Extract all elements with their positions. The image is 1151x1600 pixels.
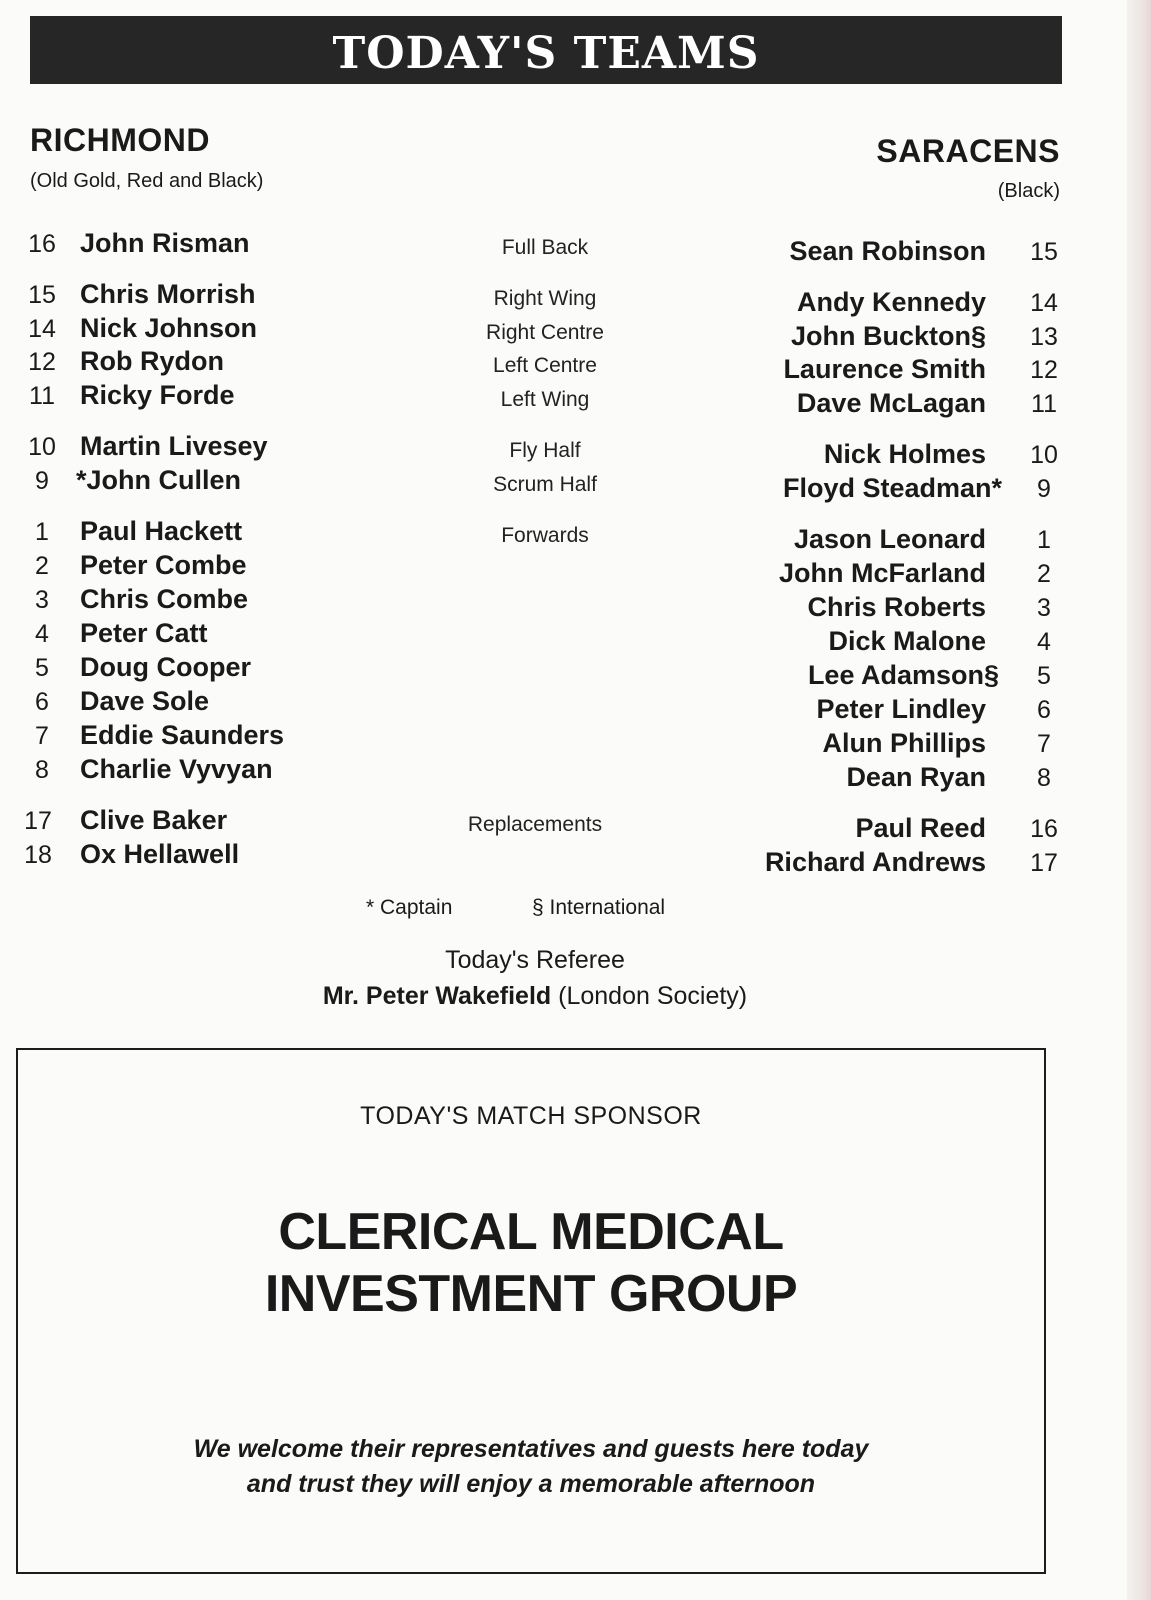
home-number: 8 — [35, 756, 49, 784]
away-player: Sean Robinson — [789, 236, 986, 266]
position-label: Left Centre — [493, 354, 597, 377]
away-player: Peter Lindley — [816, 694, 986, 724]
away-number: 11 — [1031, 390, 1057, 418]
home-player: Rob Rydon — [80, 346, 224, 376]
lineup-row — [0, 346, 1151, 384]
away-number: 14 — [1030, 289, 1058, 317]
sponsor-label: TODAY'S MATCH SPONSOR — [360, 1102, 702, 1130]
legend-captain: * Captain — [366, 896, 453, 919]
away-player: Floyd Steadman* — [782, 473, 1002, 503]
away-player: Dean Ryan — [846, 762, 986, 792]
home-player: Martin Livesey — [80, 431, 268, 461]
lineup-row — [0, 584, 1151, 622]
home-number: 9 — [35, 467, 49, 495]
home-player: Clive Baker — [80, 805, 228, 835]
away-number: 10 — [1030, 441, 1058, 469]
home-player: Ox Hellawell — [80, 839, 240, 869]
away-number: 7 — [1037, 730, 1051, 758]
home-number: 16 — [28, 230, 56, 258]
home-number: 12 — [28, 348, 56, 376]
home-team-colours: (Old Gold, Red and Black) — [30, 170, 264, 192]
away-player: John Buckton§ — [790, 321, 986, 351]
lineup-row — [0, 228, 1151, 266]
lineup-row — [0, 686, 1151, 724]
lineup-row — [0, 279, 1151, 317]
home-number: 11 — [29, 382, 55, 410]
legend-international: § International — [532, 896, 666, 919]
away-player: Alun Phillips — [822, 728, 986, 758]
lineup-row — [0, 839, 1151, 877]
away-number: 9 — [1037, 475, 1051, 503]
home-number: 6 — [35, 688, 49, 716]
home-player: Chris Morrish — [80, 279, 256, 309]
away-player: Andy Kennedy — [796, 287, 986, 317]
lineup-row — [0, 313, 1151, 351]
home-player: Eddie Saunders — [80, 720, 285, 750]
away-player: Richard Andrews — [764, 847, 986, 877]
home-number: 15 — [28, 281, 56, 309]
lineup-row — [0, 754, 1151, 792]
away-number: 16 — [1030, 815, 1058, 843]
lineup-row — [0, 720, 1151, 758]
referee-heading: Today's Referee — [445, 946, 625, 974]
lineup-row — [0, 550, 1151, 588]
away-player: Paul Reed — [855, 813, 986, 843]
home-number: 18 — [24, 841, 52, 869]
symbol-legend — [0, 896, 1151, 926]
position-label: Right Centre — [486, 321, 604, 344]
title-banner — [30, 16, 1062, 84]
away-number: 6 — [1037, 696, 1051, 724]
home-player: *John Cullen — [76, 465, 242, 495]
sponsor-name-line1: CLERICAL MEDICAL — [278, 1203, 784, 1261]
sponsor-name-line2: INVESTMENT GROUP — [264, 1265, 798, 1323]
home-player: Nick Johnson — [80, 313, 258, 343]
lineup-row — [0, 380, 1151, 418]
welcome-line2: and trust they will enjoy a memorable afternoon — [246, 1470, 816, 1498]
lineup-row — [0, 431, 1151, 469]
away-number: 5 — [1037, 662, 1051, 690]
lineup-row — [0, 652, 1151, 690]
away-number: 4 — [1037, 628, 1051, 656]
away-player: Dick Malone — [828, 626, 986, 656]
page-title: TODAY'S TEAMS — [332, 28, 760, 79]
lineup-row — [0, 805, 1151, 843]
home-player: Dave Sole — [80, 686, 210, 716]
home-player: Charlie Vyvyan — [80, 754, 273, 784]
home-number: 5 — [35, 654, 49, 682]
away-team-colours: (Black) — [997, 180, 1060, 202]
home-number: 4 — [35, 620, 49, 648]
lineup-row — [0, 465, 1151, 503]
away-number: 2 — [1037, 560, 1051, 588]
away-player: Laurence Smith — [783, 354, 986, 384]
home-player: John Risman — [80, 228, 250, 258]
welcome-line1: We welcome their representatives and guests here today — [193, 1435, 869, 1463]
away-number: 12 — [1030, 356, 1058, 384]
home-player: Ricky Forde — [80, 380, 235, 410]
away-team-name: SARACENS — [876, 133, 1060, 169]
sponsor-box — [16, 1048, 1046, 1574]
away-player: Nick Holmes — [823, 439, 986, 469]
away-player: Jason Leonard — [793, 524, 986, 554]
position-label: Right Wing — [493, 287, 597, 310]
away-number: 8 — [1037, 764, 1051, 792]
position-label: Scrum Half — [493, 473, 597, 496]
position-label: Left Wing — [500, 388, 590, 411]
lineup-row — [0, 516, 1151, 554]
home-number: 2 — [35, 552, 49, 580]
home-number: 7 — [35, 722, 49, 750]
position-label: Replacements — [467, 813, 603, 836]
away-number: 17 — [1030, 849, 1058, 877]
home-number: 1 — [35, 518, 49, 546]
away-number: 13 — [1030, 323, 1058, 351]
away-player: Lee Adamson§ — [807, 660, 999, 690]
home-player: Peter Combe — [80, 550, 247, 580]
home-player: Paul Hackett — [80, 516, 243, 546]
home-number: 3 — [35, 586, 49, 614]
home-player: Peter Catt — [80, 618, 208, 648]
lineup-row — [0, 618, 1151, 656]
away-number: 1 — [1037, 526, 1051, 554]
home-number: 14 — [28, 315, 56, 343]
position-label: Forwards — [501, 524, 589, 547]
position-label: Fly Half — [509, 439, 581, 462]
away-number: 15 — [1030, 238, 1058, 266]
home-number: 17 — [24, 807, 52, 835]
away-number: 3 — [1037, 594, 1051, 622]
home-player: Doug Cooper — [80, 652, 251, 682]
home-player: Chris Combe — [80, 584, 249, 614]
home-team-name: RICHMOND — [30, 122, 210, 158]
away-player: John McFarland — [778, 558, 986, 588]
home-number: 10 — [28, 433, 56, 461]
away-player: Chris Roberts — [807, 592, 986, 622]
referee-line — [0, 982, 1070, 1011]
position-label: Full Back — [501, 236, 589, 259]
referee-name: Mr. Peter Wakefield — [322, 982, 552, 1010]
referee-society: (London Society) — [558, 982, 748, 1010]
away-player: Dave McLagan — [796, 388, 986, 418]
